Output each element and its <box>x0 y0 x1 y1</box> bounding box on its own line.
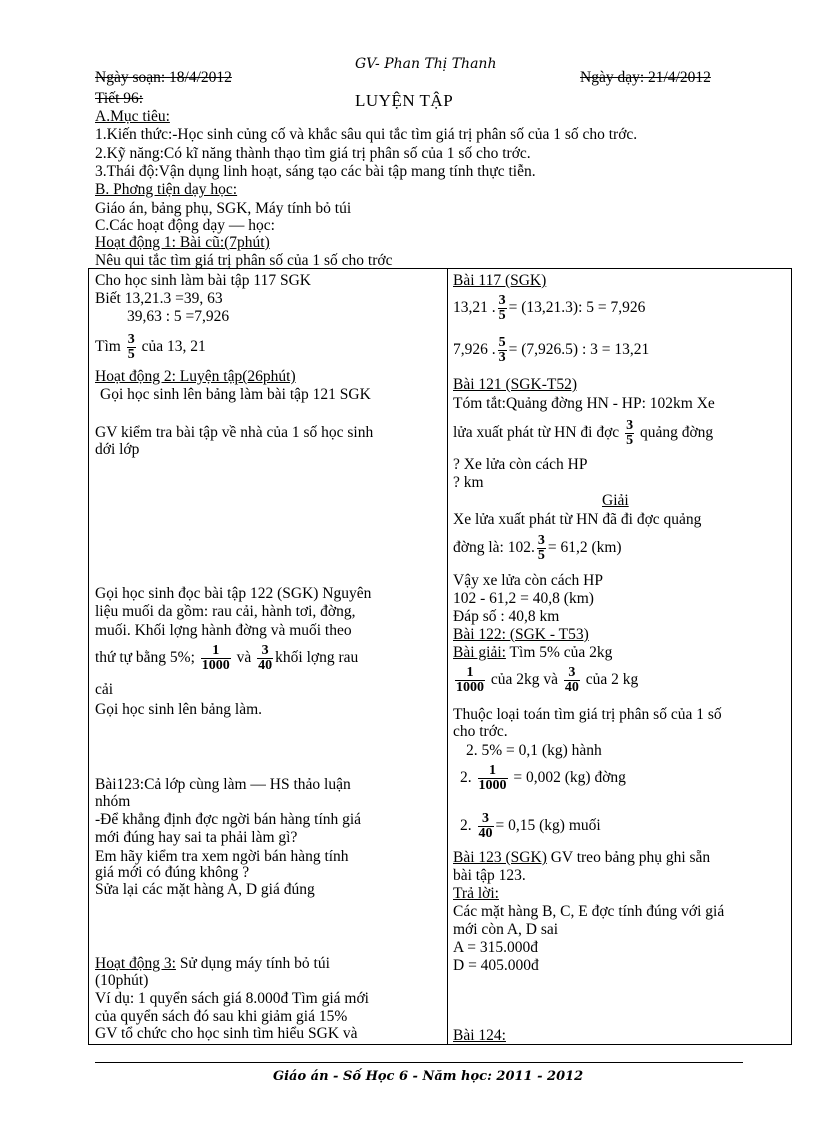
left-line: dới lớp <box>95 441 140 458</box>
fraction-1-1000 <box>201 644 231 673</box>
solution-label: Bài giải: <box>453 644 506 661</box>
left-line: muối. Khối lợng hành đờng và muối theo <box>95 622 352 639</box>
exercise-121-heading: Bài 121 (SGK-T52) <box>453 376 577 393</box>
right-line: bài tập 123. <box>453 867 526 884</box>
left-line: nhóm <box>95 793 131 810</box>
left-line: Ví dụ: 1 quyển sách giá 8.000đ Tìm giá mới <box>95 990 369 1007</box>
right-line: Thuộc loại toán tìm giá trị phân số của 1 số <box>453 706 722 723</box>
review-question: Nêu qui tắc tìm giá trị phân số của 1 số cho trớc <box>95 252 393 269</box>
objective-skill: 2.Kỹ năng:Có kĩ năng thành thạo tìm giá trị phân số của 1 số cho trớc. <box>95 145 531 162</box>
left-line: Sửa lại các mặt hàng A, D giá đúng <box>95 881 315 898</box>
denominator: 5 <box>127 346 135 362</box>
fraction-3-5 <box>625 419 634 448</box>
denominator: 40 <box>478 825 493 841</box>
right-line: 2. 5% = 0,1 (kg) hành <box>466 742 602 759</box>
fraction-5-3 <box>498 336 507 365</box>
right-line <box>453 644 612 661</box>
footer-rule <box>95 1062 743 1063</box>
activity-1-heading <box>95 234 270 251</box>
right-line: A = 315.000đ <box>453 939 538 956</box>
activity-2-heading: Hoạt động 2: Luyện tập(26phút) <box>95 368 296 385</box>
left-line: Bài123:Cả lớp cùng làm — HS thảo luận <box>95 776 351 793</box>
numerator: 1 <box>489 762 496 778</box>
denominator: 1000 <box>478 777 507 793</box>
right-line: cho trớc. <box>453 723 508 740</box>
activity-3-label: Hoạt động 3: <box>95 955 176 972</box>
right-line: Xe lửa xuất phát từ HN đã đi đợc quảng <box>453 511 702 528</box>
exercise-122-heading: Bài 122: (SGK - T53) <box>453 626 589 643</box>
left-line <box>95 640 358 676</box>
denominator: 40 <box>564 679 579 695</box>
right-line: Vậy xe lửa còn cách HP <box>453 572 603 589</box>
right-text: = 0,002 (kg) đờng <box>513 769 626 786</box>
fraction-3-40 <box>478 812 494 841</box>
left-text: và <box>236 649 252 666</box>
right-line: D = 405.000đ <box>453 957 539 974</box>
left-text: Tìm <box>95 338 121 355</box>
numerator: 3 <box>537 532 545 548</box>
numerator: 1 <box>466 664 474 680</box>
left-line: GV tổ chức cho học sinh tìm hiểu SGK và <box>95 1025 358 1042</box>
denominator: 3 <box>498 349 506 365</box>
objectives-heading: A.Mục tiêu: <box>95 108 170 125</box>
numerator: 3 <box>498 292 506 308</box>
left-line: Biết 13,21.3 =39, 63 <box>95 290 223 307</box>
right-text: = 61,2 (km) <box>547 539 622 556</box>
denominator: 1000 <box>201 657 230 673</box>
left-text: thứ tự bằng 5%; <box>95 649 195 666</box>
objective-knowledge: 1.Kiến thức:-Học sinh củng cố và khắc sâu qui tắc tìm giá trị phân số của 1 số cho trớc. <box>95 126 638 143</box>
left-line: Gọi học sinh lên bảng làm. <box>95 701 263 718</box>
numerator: 3 <box>568 664 576 680</box>
denominator: 1000 <box>456 679 484 695</box>
left-line: cải <box>95 681 114 698</box>
right-line: mới còn A, D sai <box>453 921 559 938</box>
right-text: quảng đờng <box>639 424 714 441</box>
answer-heading: Trả lời: <box>453 885 499 902</box>
right-text: 7,926 . <box>453 341 496 358</box>
left-line <box>95 329 206 365</box>
right-line <box>453 332 649 368</box>
fraction-1-1000 <box>478 764 508 793</box>
numerator: 3 <box>127 331 135 347</box>
right-line <box>460 808 601 844</box>
right-line <box>453 290 645 326</box>
numerator: 3 <box>482 810 489 826</box>
right-text: = (13,21.3): 5 = 7,926 <box>508 299 646 316</box>
right-text: Tìm 5% của 2kg <box>505 644 613 661</box>
right-text: = (7,926.5) : 3 = 13,21 <box>508 341 650 358</box>
exercise-117-heading: Bài 117 (SGK) <box>453 272 547 289</box>
right-text: đờng là: 102. <box>453 539 535 556</box>
footer-text: Giáo án - Số Học 6 - Năm học: 2011 - 2012 <box>273 1069 584 1084</box>
solution-heading: Giải <box>602 492 629 509</box>
fraction-3-5 <box>498 294 507 323</box>
left-line: Gọi học sinh lên bảng làm bài tập 121 SGK <box>100 386 371 403</box>
left-line: Em hãy kiểm tra xem ngời bán hàng tính <box>95 848 349 865</box>
means-heading: B. Phơng tiện dạy học: <box>95 181 238 198</box>
teacher-name: GV- Phan Thị Thanh <box>355 56 497 72</box>
activity-3-heading <box>95 955 330 972</box>
right-text: = 0,15 (kg) muối <box>495 817 601 834</box>
right-line: 102 - 61,2 = 40,8 (km) <box>453 590 594 607</box>
right-text: 2. <box>460 817 472 834</box>
left-line: Gọi học sinh đọc bài tập 122 (SGK) Nguyên <box>95 585 372 602</box>
page-title: LUYỆN TẬP <box>355 91 454 110</box>
teach-date: Ngày dạy: 21/4/2012 <box>580 69 711 86</box>
numerator: 1 <box>212 642 220 658</box>
exercise-124-heading: Bài 124: <box>453 1027 506 1044</box>
right-line: ? km <box>453 474 484 491</box>
fraction-1-1000 <box>455 666 485 695</box>
left-line: -Để khẳng định đợc ngời bán hàng tính giá <box>95 811 362 828</box>
exercise-123-heading: Bài 123 (SGK) <box>453 849 547 866</box>
lesson-number: Tiết 96: <box>95 90 144 107</box>
left-text: khối lợng rau <box>275 649 359 666</box>
fraction-3-5 <box>127 333 136 362</box>
right-text: GV treo bảng phụ ghi sẵn <box>546 849 711 866</box>
activity-3-detail: Sử dụng máy tính bỏ túi <box>175 955 330 972</box>
right-text: của 2kg và <box>490 671 559 688</box>
denominator: 5 <box>498 307 506 323</box>
left-line: mới đúng hay sai ta phải làm gì? <box>95 829 298 846</box>
denominator: 5 <box>626 432 634 448</box>
objective-attitude: 3.Thái độ:Vận dụng linh hoạt, sáng tạo các bài tập mang tính thực tiễn. <box>95 163 536 180</box>
fraction-3-5 <box>537 534 546 563</box>
right-line: Các mặt hàng B, C, E đợc tính đúng với giá <box>453 903 725 920</box>
numerator: 5 <box>498 334 506 350</box>
left-line: liệu muối da gồm: rau cải, hành tơi, đờng, <box>95 603 356 620</box>
right-text: của 2 kg <box>585 671 639 688</box>
right-line: ? Xe lửa còn cách HP <box>453 456 588 473</box>
left-line: 39,63 : 5 =7,926 <box>127 308 230 325</box>
right-text: 2. <box>460 769 472 786</box>
right-text: lửa xuất phát từ HN đi đợc <box>453 424 620 441</box>
activity-1-label: Hoạt động 1: <box>95 234 176 251</box>
denominator: 5 <box>537 547 545 563</box>
table-divider <box>447 268 448 1045</box>
numerator: 3 <box>261 642 269 658</box>
prep-date: Ngày soạn: 18/4/2012 <box>95 69 232 86</box>
denominator: 40 <box>258 657 273 673</box>
right-line <box>453 849 710 866</box>
left-text: của 13, 21 <box>141 338 206 355</box>
fraction-3-40 <box>257 644 273 673</box>
left-line: (10phút) <box>95 972 149 989</box>
left-line: Cho học sinh làm bài tập 117 SGK <box>95 272 311 289</box>
numerator: 3 <box>626 417 634 433</box>
activities-heading: C.Các hoạt động dạy — học: <box>95 217 275 234</box>
activity-1-detail: Bài cũ:(7phút) <box>175 234 270 251</box>
right-line <box>460 760 626 796</box>
fraction-3-40 <box>564 666 580 695</box>
right-line <box>453 530 622 566</box>
means-text: Giáo án, bảng phụ, SGK, Máy tính bỏ túi <box>95 200 352 217</box>
right-line: Đáp số : 40,8 km <box>453 608 560 625</box>
right-line <box>453 662 638 698</box>
left-line: của quyển sách đó sau khi giảm giá 15% <box>95 1008 348 1025</box>
right-line: Tóm tắt:Quảng đờng HN - HP: 102km Xe <box>453 395 715 412</box>
left-line: giá mới có đúng không ? <box>95 864 250 881</box>
right-line <box>453 415 713 451</box>
right-text: 13,21 . <box>453 299 496 316</box>
left-line: GV kiểm tra bài tập về nhà của 1 số học sinh <box>95 424 374 441</box>
